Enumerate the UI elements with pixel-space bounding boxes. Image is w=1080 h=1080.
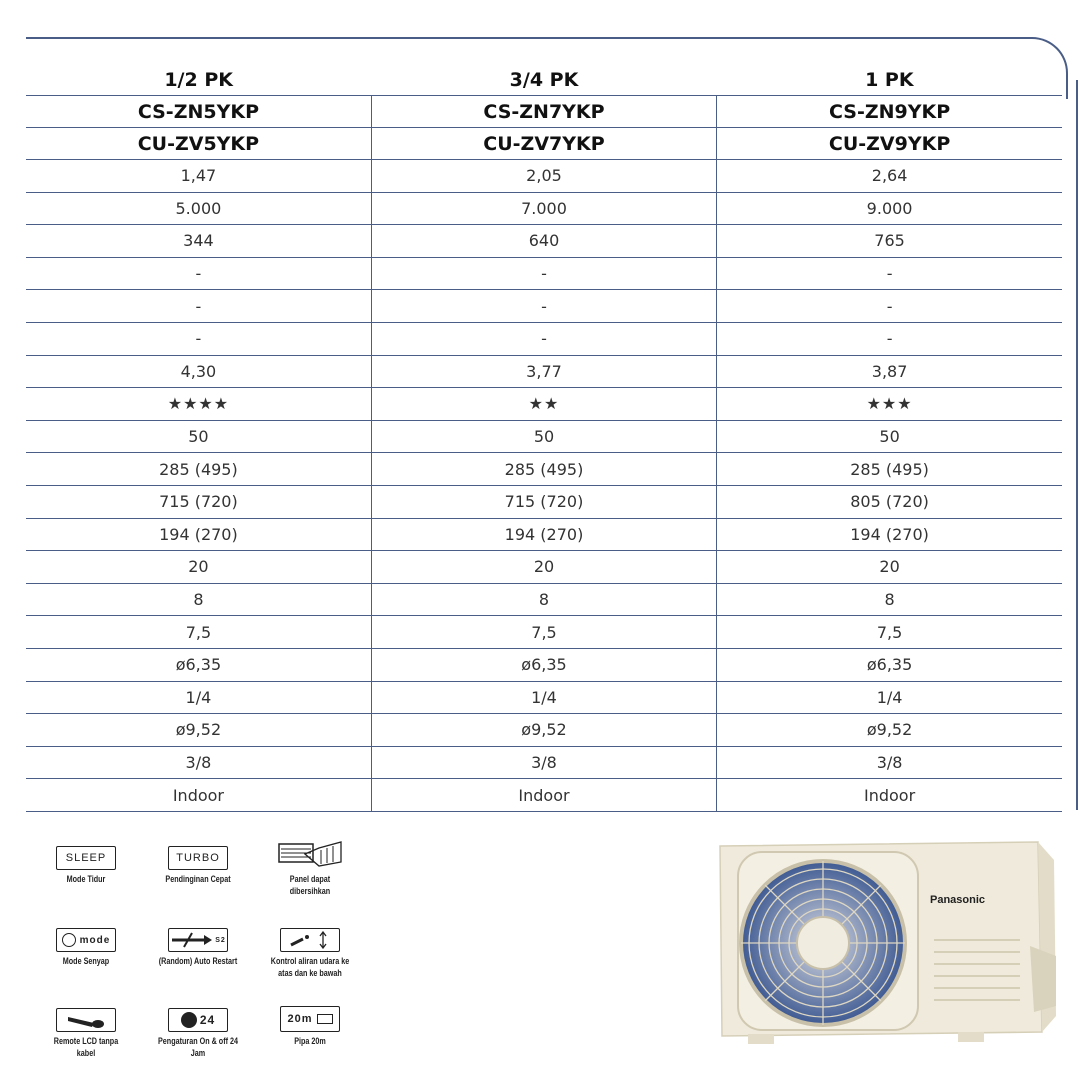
spec-table bbox=[26, 64, 1062, 812]
feature-autorestart bbox=[148, 928, 248, 967]
spec-row bbox=[26, 257, 1062, 290]
feature-remote bbox=[36, 1008, 136, 1059]
feature-caption: (Random) Auto Restart bbox=[158, 956, 238, 966]
spec-cell: 9.000 bbox=[717, 192, 1062, 225]
spec-cell: - bbox=[26, 322, 371, 355]
spec-cell: 20 bbox=[26, 551, 371, 584]
spec-row bbox=[26, 322, 1062, 355]
spec-cell: 194 (270) bbox=[717, 518, 1062, 551]
size-header-row bbox=[26, 64, 1062, 96]
spec-cell: 4,30 bbox=[26, 355, 371, 388]
spec-cell: 715 (720) bbox=[26, 485, 371, 518]
spec-cell: ø6,35 bbox=[26, 648, 371, 681]
spec-cell: 8 bbox=[371, 583, 716, 616]
spec-cell: ø9,52 bbox=[717, 714, 1062, 747]
spec-cell: - bbox=[26, 257, 371, 290]
spec-cell: 1/4 bbox=[371, 681, 716, 714]
spec-cell: 20 bbox=[717, 551, 1062, 584]
spec-row bbox=[26, 616, 1062, 649]
spec-cell: 7.000 bbox=[371, 192, 716, 225]
indoor-model-cell: CS-ZN9YKP bbox=[717, 96, 1062, 128]
spec-row bbox=[26, 192, 1062, 225]
spec-cell: 7,5 bbox=[371, 616, 716, 649]
spec-row bbox=[26, 648, 1062, 681]
spec-cell: - bbox=[371, 257, 716, 290]
spec-cell: 2,64 bbox=[717, 160, 1062, 193]
spec-row bbox=[26, 551, 1062, 584]
spec-row bbox=[26, 779, 1062, 812]
spec-cell: ø9,52 bbox=[26, 714, 371, 747]
spec-row bbox=[26, 290, 1062, 323]
feature-caption: Mode Tidur bbox=[66, 874, 106, 884]
spec-cell: 8 bbox=[717, 583, 1062, 616]
spec-row bbox=[26, 355, 1062, 388]
spec-cell: 3/8 bbox=[717, 746, 1062, 779]
spec-row bbox=[26, 583, 1062, 616]
spec-cell: 1/4 bbox=[26, 681, 371, 714]
spec-cell: 715 (720) bbox=[371, 485, 716, 518]
feature-caption: Pendinginan Cepat bbox=[165, 874, 231, 884]
feature-caption: Remote LCD tanpa kabel bbox=[53, 1036, 119, 1058]
washable-panel-icon bbox=[275, 840, 345, 870]
spec-cell: 3/8 bbox=[26, 746, 371, 779]
spec-cell: 5.000 bbox=[26, 192, 371, 225]
spec-row bbox=[26, 518, 1062, 551]
outdoor-unit-image bbox=[708, 836, 1058, 1056]
spec-cell: 765 bbox=[717, 225, 1062, 258]
spec-cell: 640 bbox=[371, 225, 716, 258]
spec-cell: 344 bbox=[26, 225, 371, 258]
turbo-icon: TURBO bbox=[168, 846, 228, 870]
table-frame-right bbox=[1076, 80, 1078, 810]
timer-icon: 24 bbox=[168, 1008, 228, 1032]
spec-cell: 285 (495) bbox=[371, 453, 716, 486]
spec-cell: 7,5 bbox=[717, 616, 1062, 649]
pipe-length-icon: 20m bbox=[280, 1006, 340, 1032]
spec-cell: 1,47 bbox=[26, 160, 371, 193]
spec-cell: - bbox=[717, 290, 1062, 323]
spec-row bbox=[26, 746, 1062, 779]
spec-row bbox=[26, 681, 1062, 714]
spec-cell: 3/8 bbox=[371, 746, 716, 779]
feature-panel bbox=[260, 840, 360, 897]
indoor-model-row bbox=[26, 96, 1062, 128]
spec-row bbox=[26, 420, 1062, 453]
sleep-icon: SLEEP bbox=[56, 846, 116, 870]
outdoor-model-row bbox=[26, 128, 1062, 160]
spec-cell: - bbox=[717, 322, 1062, 355]
spec-cell: 285 (495) bbox=[717, 453, 1062, 486]
spec-cell: 194 (270) bbox=[371, 518, 716, 551]
spec-cell: - bbox=[371, 322, 716, 355]
spec-cell: ø6,35 bbox=[371, 648, 716, 681]
quiet-mode-icon: mode bbox=[56, 928, 116, 952]
feature-pipe bbox=[260, 1006, 360, 1047]
spec-cell: ★★ bbox=[371, 388, 716, 421]
spec-cell: 7,5 bbox=[26, 616, 371, 649]
feature-caption: Pengaturan On & off 24 Jam bbox=[158, 1036, 239, 1058]
spec-cell: Indoor bbox=[371, 779, 716, 812]
spec-cell: 50 bbox=[371, 420, 716, 453]
size-cell: 3/4 PK bbox=[371, 64, 716, 96]
feature-airflow bbox=[260, 928, 360, 979]
spec-row bbox=[26, 453, 1062, 486]
spec-cell: 20 bbox=[371, 551, 716, 584]
auto-restart-icon: S2 bbox=[168, 928, 228, 952]
spec-cell: 8 bbox=[26, 583, 371, 616]
outdoor-model-cell: CU-ZV7YKP bbox=[371, 128, 716, 160]
spec-cell: 1/4 bbox=[717, 681, 1062, 714]
spec-cell: - bbox=[26, 290, 371, 323]
spec-row bbox=[26, 225, 1062, 258]
airflow-control-icon bbox=[280, 928, 340, 952]
spec-cell: 3,77 bbox=[371, 355, 716, 388]
size-cell: 1/2 PK bbox=[26, 64, 371, 96]
spec-cell: 805 (720) bbox=[717, 485, 1062, 518]
spec-cell: 194 (270) bbox=[26, 518, 371, 551]
feature-caption: Panel dapat dibersihkan bbox=[289, 874, 331, 896]
spec-cell: Indoor bbox=[717, 779, 1062, 812]
spec-cell: ø6,35 bbox=[717, 648, 1062, 681]
size-cell: 1 PK bbox=[717, 64, 1062, 96]
indoor-model-cell: CS-ZN5YKP bbox=[26, 96, 371, 128]
spec-row bbox=[26, 160, 1062, 193]
spec-cell: ★★★★ bbox=[26, 388, 371, 421]
feature-quiet bbox=[36, 928, 136, 967]
remote-icon bbox=[56, 1008, 116, 1032]
indoor-model-cell: CS-ZN7YKP bbox=[371, 96, 716, 128]
spec-cell: ★★★ bbox=[717, 388, 1062, 421]
feature-sleep bbox=[36, 846, 136, 885]
outdoor-model-cell: CU-ZV9YKP bbox=[717, 128, 1062, 160]
spec-cell: 285 (495) bbox=[26, 453, 371, 486]
spec-cell: 2,05 bbox=[371, 160, 716, 193]
feature-timer bbox=[148, 1008, 248, 1059]
spec-cell: ø9,52 bbox=[371, 714, 716, 747]
feature-caption: Kontrol aliran udara ke atas dan ke bawah bbox=[270, 956, 350, 978]
feature-turbo bbox=[148, 846, 248, 885]
spec-row bbox=[26, 388, 1062, 421]
spec-cell: Indoor bbox=[26, 779, 371, 812]
spec-cell: - bbox=[717, 257, 1062, 290]
feature-icons bbox=[36, 840, 366, 1070]
spec-cell: 50 bbox=[717, 420, 1062, 453]
feature-caption: Pipa 20m bbox=[294, 1036, 326, 1046]
spec-cell: 3,87 bbox=[717, 355, 1062, 388]
spec-cell: - bbox=[371, 290, 716, 323]
spec-row bbox=[26, 714, 1062, 747]
feature-caption: Mode Senyap bbox=[62, 956, 110, 966]
spec-row bbox=[26, 485, 1062, 518]
spec-cell: 50 bbox=[26, 420, 371, 453]
brand-logo: Panasonic bbox=[930, 894, 986, 906]
outdoor-model-cell: CU-ZV5YKP bbox=[26, 128, 371, 160]
